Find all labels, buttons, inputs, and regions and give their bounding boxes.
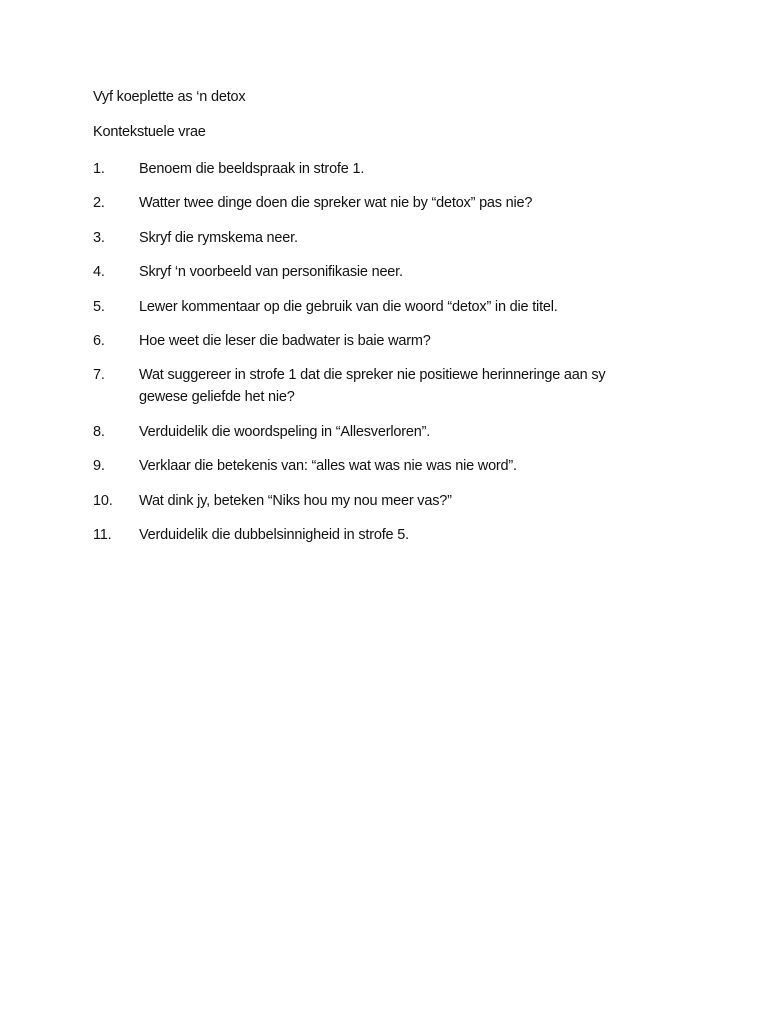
question-text: Verduidelik die woordspeling in “Allesverloren”. bbox=[139, 423, 431, 440]
document-title: Vyf koeplette as ‘n detox bbox=[93, 89, 246, 105]
question-item bbox=[93, 364, 693, 408]
question-text: Wat dink jy, beteken “Niks hou my nou meer vas?” bbox=[139, 492, 452, 509]
question-item bbox=[93, 227, 693, 249]
question-text: Skryf die rymskema neer. bbox=[139, 229, 298, 246]
question-item bbox=[93, 490, 693, 512]
question-number: 8. bbox=[93, 423, 105, 440]
question-item bbox=[93, 524, 693, 546]
question-item bbox=[93, 421, 693, 443]
question-number: 4. bbox=[93, 264, 105, 281]
question-text: Verduidelik die dubbelsinnigheid in strofe 5. bbox=[139, 526, 409, 543]
question-item bbox=[93, 330, 693, 352]
question-text: Watter twee dinge doen die spreker wat nie by “detox” pas nie? bbox=[139, 195, 533, 212]
question-number: 2. bbox=[93, 195, 105, 212]
question-text: Hoe weet die leser die badwater is baie warm? bbox=[139, 332, 431, 349]
question-item bbox=[93, 192, 693, 214]
question-number: 9. bbox=[93, 458, 105, 475]
question-item bbox=[93, 261, 693, 283]
question-text: Wat suggereer in strofe 1 dat die spreker nie positiewe herinneringe aan sy gewese geliefde het nie? bbox=[139, 367, 606, 406]
question-number: 5. bbox=[93, 298, 105, 315]
question-number: 7. bbox=[93, 367, 105, 384]
question-text: Verklaar die betekenis van: “alles wat was nie was nie word”. bbox=[139, 458, 517, 475]
question-item bbox=[93, 455, 693, 477]
question-number: 1. bbox=[93, 161, 105, 177]
question-number: 10. bbox=[93, 492, 113, 509]
question-item bbox=[93, 296, 693, 318]
question-item bbox=[93, 158, 693, 180]
question-number: 3. bbox=[93, 229, 105, 246]
section-heading: Kontekstuele vrae bbox=[93, 124, 206, 140]
question-text: Benoem die beeldspraak in strofe 1. bbox=[139, 161, 365, 177]
question-list bbox=[93, 158, 693, 558]
question-text: Skryf ‘n voorbeeld van personifikasie neer. bbox=[139, 264, 403, 281]
question-number: 11. bbox=[93, 526, 112, 543]
question-text: Lewer kommentaar op die gebruik van die woord “detox” in die titel. bbox=[139, 298, 558, 315]
question-number: 6. bbox=[93, 332, 105, 349]
